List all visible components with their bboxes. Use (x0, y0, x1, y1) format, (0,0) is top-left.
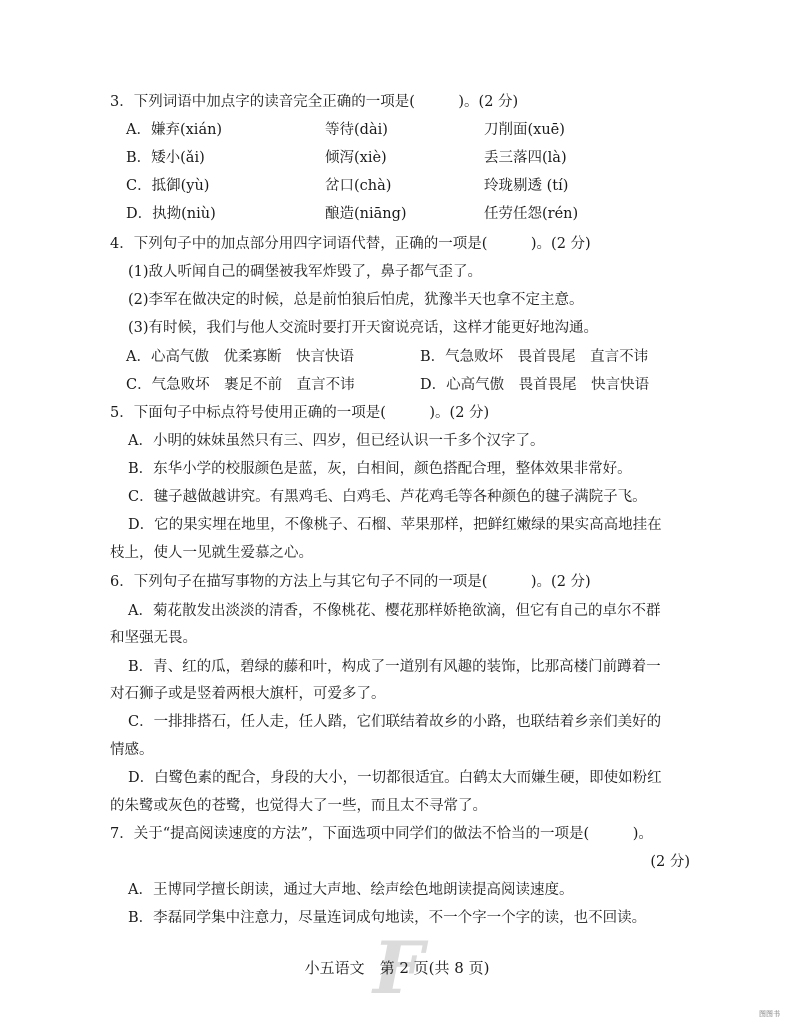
q3-option-a-1: A．嫌弃(xián) (126, 122, 223, 138)
q6-option-c: C．一排排搭石，任人走，任人踏，它们联结着故乡的小路，也联结着乡亲们美好的 (128, 714, 662, 730)
q3-stem: 3．下列词语中加点字的读音完全正确的一项是( )。(2 分) (110, 94, 519, 110)
q5-option-b: B．东华小学的校服颜色是蓝，灰，白相间，颜色搭配合理，整体效果非常好。 (128, 461, 632, 477)
q5-option-c: C．毽子越做越讲究。有黑鸡毛、白鸡毛、芦花鸡毛等各种颜色的毽子满院子飞。 (128, 489, 647, 505)
q6-option-a-cont: 和坚强无畏。 (110, 630, 197, 646)
q4-option-b: B．气急败坏 畏首畏尾 直言不讳 (420, 349, 649, 365)
q5-option-a: A．小明的妹妹虽然只有三、四岁，但已经认识一千多个汉字了。 (128, 433, 545, 449)
q6-option-d-cont: 的朱鹭或灰色的苍鹭，也觉得大了一些，而且太不寻常了。 (110, 798, 487, 814)
q6-option-b: B．青、红的瓜，碧绿的藤和叶，构成了一道别有风趣的装饰，比那高楼门前蹲着一 (128, 659, 661, 675)
q4-sentence-1: (1)敌人听闻自己的碉堡被我军炸毁了，鼻子都气歪了。 (128, 264, 483, 280)
q7-score: (2 分) (650, 854, 690, 870)
q3-option-d-1: D．执拗(niù) (126, 206, 216, 222)
q3-option-a-2: 等待(dài) (325, 122, 388, 138)
q6-option-a: A．菊花散发出淡淡的清香，不像桃花、樱花那样娇艳欲滴，但它有自己的卓尔不群 (128, 603, 661, 619)
page-footer: 小五语文 第 2 页(共 8 页) (304, 959, 490, 977)
q4-sentence-2: (2)李军在做决定的时候，总是前怕狼后怕虎，犹豫半天也拿不定主意。 (128, 292, 584, 308)
q7-stem: 7．关于“提高阅读速度的方法”，下面选项中同学们的做法不恰当的一项是( )。 (110, 826, 653, 842)
q5-stem: 5．下面句子中标点符号使用正确的一项是( )。(2 分) (110, 405, 490, 421)
watermark-logo: F (373, 925, 425, 1010)
q3-option-b-1: B．矮小(ǎi) (126, 150, 205, 166)
q4-option-c: C．气急败坏 裹足不前 直言不讳 (126, 377, 355, 393)
q4-sentence-3: (3)有时候，我们与他人交流时要打开天窗说亮话，这样才能更好地沟通。 (128, 320, 599, 336)
q6-option-c-cont: 情感。 (110, 742, 154, 758)
q3-option-d-2: 酿造(niāng) (325, 206, 407, 222)
q3-option-c-2: 岔口(chà) (325, 178, 392, 194)
q7-option-b: B．李磊同学集中注意力，尽量连词成句地读，不一个字一个字的读，也不回读。 (128, 910, 647, 926)
q3-option-c-3: 玲珑剔透 (tí) (484, 178, 569, 194)
q3-option-b-2: 倾泻(xiè) (325, 150, 387, 166)
q5-option-d: D．它的果实埋在地里，不像桃子、石榴、苹果那样，把鲜红嫩绿的果实高高地挂在 (128, 517, 662, 533)
q6-stem: 6．下列句子在描写事物的方法上与其它句子不同的一项是( )。(2 分) (110, 574, 591, 590)
q3-option-d-3: 任劳任怨(rén) (484, 206, 579, 222)
q4-stem: 4．下列句子中的加点部分用四字词语代替，正确的一项是( )。(2 分) (110, 236, 591, 252)
q6-option-d: D．白鹭色素的配合，身段的大小，一切都很适宜。白鹤太大而嫌生硬，即使如粉红 (128, 770, 662, 786)
corner-mark: 图图书 (759, 1010, 780, 1018)
q3-option-c-1: C．抵御(yù) (126, 178, 210, 194)
q7-option-a: A．王博同学擅长朗读，通过大声地、绘声绘色地朗读提高阅读速度。 (128, 882, 574, 898)
q5-option-d-cont: 枝上，使人一见就生爱慕之心。 (110, 545, 313, 561)
q4-option-a: A．心高气傲 优柔寡断 快言快语 (126, 349, 354, 365)
q3-option-b-3: 丢三落四(là) (484, 150, 567, 166)
q4-option-d: D．心高气傲 畏首畏尾 快言快语 (420, 377, 650, 393)
q6-option-b-cont: 对石狮子或是竖着两根大旗杆，可爱多了。 (110, 686, 386, 702)
q3-option-a-3: 刀削面(xuē) (484, 122, 565, 138)
